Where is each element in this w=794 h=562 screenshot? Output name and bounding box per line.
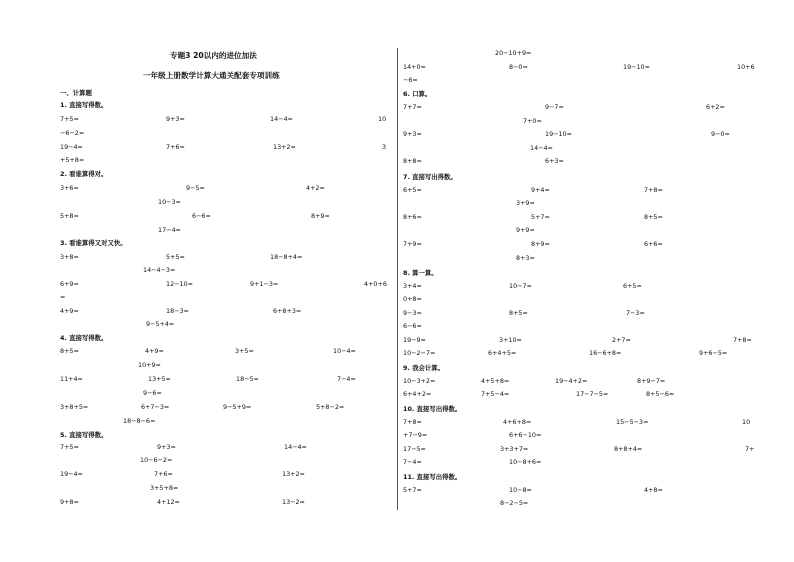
problem: 7−4= — [337, 375, 356, 383]
problem: −6= — [403, 76, 418, 84]
section-heading-8: 8. 算一算。 — [403, 269, 438, 277]
problem: 7+7= — [403, 103, 422, 111]
problem: 4+8= — [644, 486, 663, 494]
problem: 19−4= — [60, 470, 83, 478]
problem: 19−4= — [60, 143, 83, 151]
problem: 7+8= — [733, 336, 752, 344]
problem: 10−7= — [509, 282, 532, 290]
problem: 12−10= — [166, 280, 193, 288]
problem: 6−6= — [403, 322, 422, 330]
problem: 13−2= — [282, 498, 305, 506]
problem: 13+5= — [148, 375, 171, 383]
section-heading-4: 4. 直接写得数。 — [60, 334, 108, 342]
problem: 18−8−6= — [123, 417, 156, 425]
problem: 3+5+8= — [150, 484, 179, 492]
problem: 8+8= — [403, 157, 422, 165]
column-divider — [397, 48, 398, 510]
problem: 10 — [742, 418, 751, 426]
problem: 17−7−5= — [576, 390, 609, 398]
problem: 8+9−7= — [637, 377, 666, 385]
problem: 7+6= — [166, 143, 185, 151]
problem: 3+8+5= — [60, 403, 89, 411]
problem: 9−7= — [545, 103, 564, 111]
problem: 13+2= — [282, 470, 305, 478]
problem: 9−5= — [186, 184, 205, 192]
problem: +7−9= — [403, 431, 428, 439]
problem: 14−4= — [530, 144, 553, 152]
problem: 5+8−2= — [316, 403, 345, 411]
problem: 18−3= — [166, 307, 189, 315]
problem: 2+7= — [612, 336, 631, 344]
problem: 9+3= — [157, 443, 176, 451]
problem: 7+0= — [523, 117, 542, 125]
problem: 8+5= — [644, 213, 663, 221]
problem: 7−3= — [626, 309, 645, 317]
problem: 9+6−5= — [699, 349, 728, 357]
problem: 9+9= — [516, 226, 535, 234]
title-line-2: 一年级上册数学计算大通关配套专项训练 — [143, 71, 280, 80]
problem: 5+7= — [531, 213, 550, 221]
problem: 5+8= — [60, 212, 79, 220]
problem: 10−4= — [333, 347, 356, 355]
problem: 8+9= — [531, 240, 550, 248]
section-heading-6: 6. 口算。 — [403, 90, 432, 98]
problem: 14+0= — [403, 63, 426, 71]
problem: 9−5+4= — [146, 320, 175, 328]
title-line-1: 专题3 20以内的进位加法 — [170, 51, 257, 60]
problem: 3+8= — [60, 253, 79, 261]
problem: 7+ — [745, 445, 755, 453]
problem: 10−3= — [158, 198, 181, 206]
problem: 7+8= — [403, 418, 422, 426]
problem: 10−8= — [509, 486, 532, 494]
problem: 9+3= — [403, 130, 422, 138]
problem: 6+9= — [60, 280, 79, 288]
problem: 11+4= — [60, 375, 83, 383]
problem: 8+5−6= — [646, 390, 675, 398]
problem: 7−4= — [403, 458, 422, 466]
problem: 8+5= — [60, 347, 79, 355]
problem: 4+5+8= — [481, 377, 510, 385]
problem: 8+8+4= — [614, 445, 643, 453]
problem: 4+12= — [157, 498, 180, 506]
problem: 3+3+7= — [500, 445, 529, 453]
problem: 19−10= — [623, 63, 650, 71]
section-heading-1: 1. 直接写得数。 — [60, 101, 108, 109]
section-header: 一、计算题 — [60, 89, 92, 97]
problem: 10+6 — [737, 63, 755, 71]
problem: 9−0= — [711, 130, 730, 138]
problem: 7+8= — [644, 186, 663, 194]
problem: 6+7−3= — [141, 403, 170, 411]
problem: 0+8= — [403, 295, 422, 303]
problem: 9−5+9= — [223, 403, 252, 411]
problem: 4+9= — [60, 307, 79, 315]
problem: −6−2= — [60, 129, 85, 137]
problem: 10−8+6= — [509, 458, 542, 466]
section-heading-9: 9. 我会计算。 — [403, 364, 445, 372]
problem: 3+6= — [60, 184, 79, 192]
problem: 10−6−2= — [140, 456, 173, 464]
problem: 6+5= — [623, 282, 642, 290]
problem: 9−3= — [403, 309, 422, 317]
problem: 18−5= — [236, 375, 259, 383]
problem: 3+5= — [235, 347, 254, 355]
problem: 13+2= — [273, 143, 296, 151]
section-heading-7: 7. 直接写出得数。 — [403, 173, 457, 181]
problem: 6+2= — [706, 103, 725, 111]
problem: 17−4= — [158, 226, 181, 234]
problem: 3 — [382, 143, 387, 151]
problem: 8+9= — [311, 212, 330, 220]
problem: 9+3= — [166, 115, 185, 123]
problem: 8−2−5= — [500, 499, 529, 507]
problem: 20−10+9= — [495, 49, 532, 57]
problem: 7+5−4= — [481, 390, 510, 398]
problem: 3+10= — [499, 336, 522, 344]
problem: 8+5= — [509, 309, 528, 317]
problem: 7+5= — [60, 115, 79, 123]
problem: 4+2= — [306, 184, 325, 192]
problem: 8+3= — [516, 254, 535, 262]
problem: 17−5= — [403, 445, 426, 453]
section-heading-5: 5. 直接写得数。 — [60, 431, 108, 439]
problem: = — [60, 293, 66, 301]
problem: 7+9= — [403, 240, 422, 248]
problem: +5+8= — [60, 156, 85, 164]
problem: 8−0= — [509, 63, 528, 71]
problem: 3+4= — [403, 282, 422, 290]
problem: 4+0+6 — [364, 280, 387, 288]
section-heading-2: 2. 看谁算得对。 — [60, 170, 108, 178]
problem: 5+7= — [403, 486, 422, 494]
problem: 10−3+2= — [403, 377, 436, 385]
section-heading-10: 10. 直接写出得数。 — [403, 405, 462, 413]
problem: 18−8+4= — [270, 253, 303, 261]
problem: 7+5= — [60, 443, 79, 451]
problem: 4+9= — [145, 347, 164, 355]
problem: 6+4+2= — [403, 390, 432, 398]
problem: 6+6−10= — [509, 431, 542, 439]
problem: 14−4= — [270, 115, 293, 123]
problem: 9+8= — [60, 498, 79, 506]
problem: 9+4= — [531, 186, 550, 194]
problem: 9−6= — [143, 389, 162, 397]
problem: 14−4= — [284, 443, 307, 451]
problem: 15−5−3= — [616, 418, 649, 426]
problem: 10+9= — [138, 361, 161, 369]
problem: 14−4−3= — [143, 266, 176, 274]
problem: 6+6= — [644, 240, 663, 248]
problem: 10 — [378, 115, 387, 123]
problem: 16−6+8= — [589, 349, 622, 357]
problem: 10−2−7= — [403, 349, 436, 357]
section-heading-11: 11. 直接写出得数。 — [403, 473, 462, 481]
problem: 7+6= — [154, 470, 173, 478]
problem: 19−9= — [403, 336, 426, 344]
problem: 6+4+5= — [488, 349, 517, 357]
problem: 8+6= — [403, 213, 422, 221]
problem: 9+1−3= — [250, 280, 279, 288]
problem: 5+5= — [166, 253, 185, 261]
problem: 6+5= — [403, 186, 422, 194]
problem: 6+3= — [545, 157, 564, 165]
problem: 4+6+8= — [503, 418, 532, 426]
problem: 19−10= — [545, 130, 572, 138]
section-heading-3: 3. 看谁算得又对又快。 — [60, 239, 127, 247]
problem: 6−6= — [192, 212, 211, 220]
problem: 3+9= — [516, 199, 535, 207]
problem: 6+8+3= — [273, 307, 302, 315]
problem: 19−4+2= — [555, 377, 588, 385]
